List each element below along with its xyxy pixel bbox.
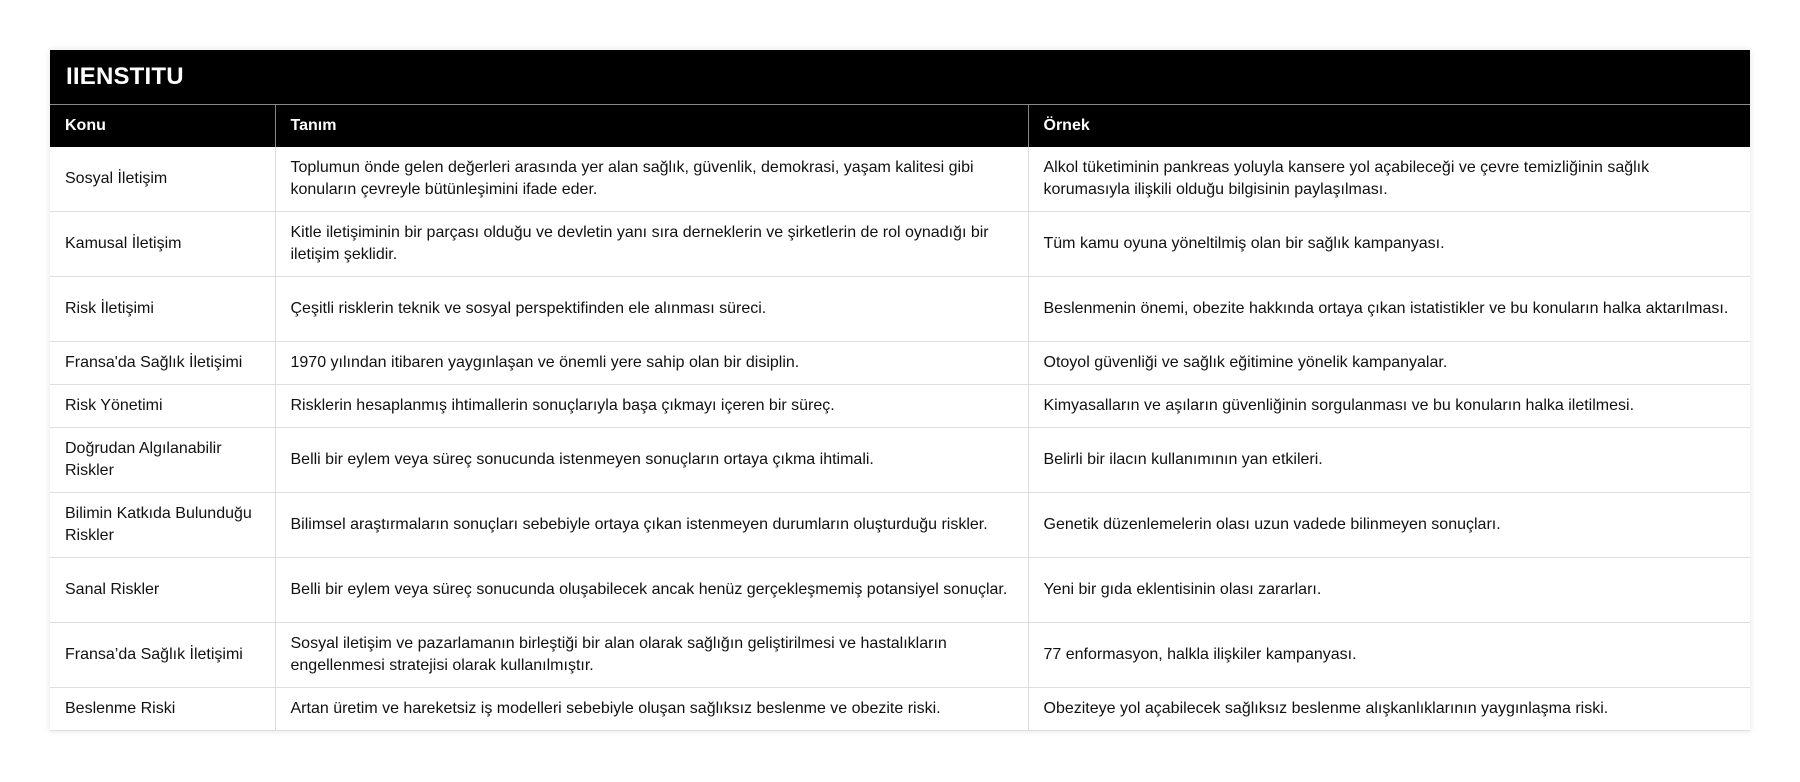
data-table bbox=[50, 104, 1750, 731]
cell-ornek: Otoyol güvenliği ve sağlık eğitimine yönelik kampanyalar. bbox=[1028, 342, 1750, 385]
table-row bbox=[50, 342, 1750, 385]
table-row bbox=[50, 428, 1750, 493]
table-row bbox=[50, 493, 1750, 558]
cell-konu: Fransa’da Sağlık İletişimi bbox=[50, 623, 275, 688]
cell-tanim: Çeşitli risklerin teknik ve sosyal perspektifinden ele alınması süreci. bbox=[275, 277, 1028, 342]
cell-tanim: Artan üretim ve hareketsiz iş modelleri sebebiyle oluşan sağlıksız beslenme ve obezite riski. bbox=[275, 688, 1028, 731]
cell-ornek: 77 enformasyon, halkla ilişkiler kampanyası. bbox=[1028, 623, 1750, 688]
cell-konu: Risk İletişimi bbox=[50, 277, 275, 342]
cell-ornek: Kimyasalların ve aşıların güvenliğinin sorgulanması ve bu konuların halka iletilmesi. bbox=[1028, 385, 1750, 428]
table-row bbox=[50, 688, 1750, 731]
cell-tanim: 1970 yılından itibaren yaygınlaşan ve önemli yere sahip olan bir disiplin. bbox=[275, 342, 1028, 385]
cell-ornek: Beslenmenin önemi, obezite hakkında ortaya çıkan istatistikler ve bu konuların halka aktarılması. bbox=[1028, 277, 1750, 342]
cell-tanim: Kitle iletişiminin bir parçası olduğu ve devletin yanı sıra derneklerin ve şirketlerin de rol oynadığı bir iletişim şeklidir. bbox=[275, 212, 1028, 277]
cell-konu: Doğrudan Algılanabilir Riskler bbox=[50, 428, 275, 493]
column-header-ornek: Örnek bbox=[1028, 105, 1750, 147]
cell-ornek: Genetik düzenlemelerin olası uzun vadede bilinmeyen sonuçları. bbox=[1028, 493, 1750, 558]
table-row bbox=[50, 277, 1750, 342]
cell-tanim: Sosyal iletişim ve pazarlamanın birleştiği bir alan olarak sağlığın geliştirilmesi ve hastalıkların engellenmesi stratejisi olarak kullanılmıştır. bbox=[275, 623, 1028, 688]
cell-konu: Sanal Riskler bbox=[50, 558, 275, 623]
table-row bbox=[50, 385, 1750, 428]
brand-title: IIENSTITU bbox=[50, 50, 1750, 104]
cell-tanim: Belli bir eylem veya süreç sonucunda istenmeyen sonuçların ortaya çıkma ihtimali. bbox=[275, 428, 1028, 493]
column-header-tanim: Tanım bbox=[275, 105, 1028, 147]
cell-konu: Sosyal İletişim bbox=[50, 147, 275, 212]
table-row bbox=[50, 212, 1750, 277]
cell-ornek: Obeziteye yol açabilecek sağlıksız beslenme alışkanlıklarının yaygınlaşma riski. bbox=[1028, 688, 1750, 731]
cell-konu: Fransa'da Sağlık İletişimi bbox=[50, 342, 275, 385]
table-row bbox=[50, 558, 1750, 623]
cell-konu: Bilimin Katkıda Bulunduğu Riskler bbox=[50, 493, 275, 558]
cell-tanim: Risklerin hesaplanmış ihtimallerin sonuçlarıyla başa çıkmayı içeren bir süreç. bbox=[275, 385, 1028, 428]
table-row bbox=[50, 623, 1750, 688]
cell-ornek: Belirli bir ilacın kullanımının yan etkileri. bbox=[1028, 428, 1750, 493]
cell-tanim: Toplumun önde gelen değerleri arasında yer alan sağlık, güvenlik, demokrasi, yaşam kalitesi gibi konuların çevreyle bütünleşimini ifade eder. bbox=[275, 147, 1028, 212]
table-header-row bbox=[50, 105, 1750, 147]
cell-konu: Risk Yönetimi bbox=[50, 385, 275, 428]
cell-konu: Kamusal İletişim bbox=[50, 212, 275, 277]
cell-tanim: Belli bir eylem veya süreç sonucunda oluşabilecek ancak henüz gerçekleşmemiş potansiyel sonuçlar. bbox=[275, 558, 1028, 623]
content-table-card bbox=[50, 50, 1750, 731]
cell-tanim: Bilimsel araştırmaların sonuçları sebebiyle ortaya çıkan istenmeyen durumların oluşturduğu riskler. bbox=[275, 493, 1028, 558]
cell-ornek: Yeni bir gıda eklentisinin olası zararları. bbox=[1028, 558, 1750, 623]
cell-konu: Beslenme Riski bbox=[50, 688, 275, 731]
cell-ornek: Tüm kamu oyuna yöneltilmiş olan bir sağlık kampanyası. bbox=[1028, 212, 1750, 277]
cell-ornek: Alkol tüketiminin pankreas yoluyla kansere yol açabileceği ve çevre temizliğinin sağlık korumasıyla ilişkili olduğu bilgisinin paylaşılması. bbox=[1028, 147, 1750, 212]
table-row bbox=[50, 147, 1750, 212]
column-header-konu: Konu bbox=[50, 105, 275, 147]
